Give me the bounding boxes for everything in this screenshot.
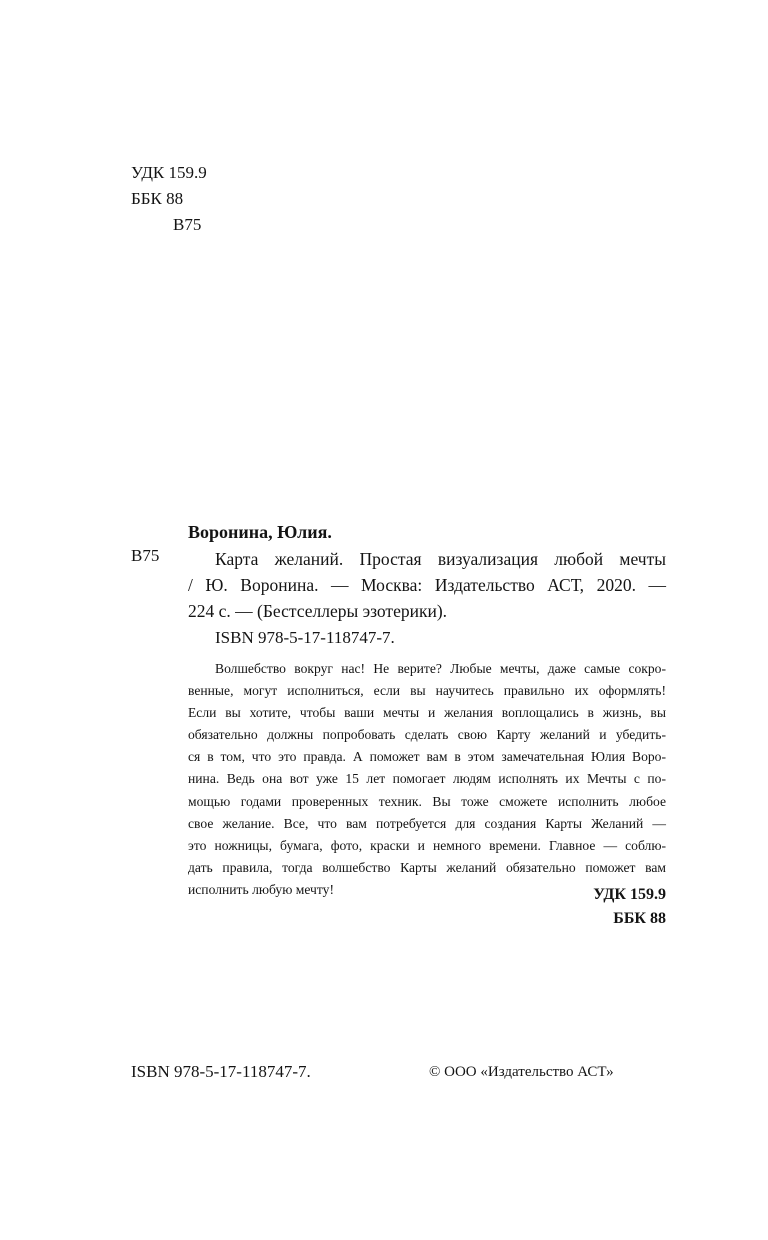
annotation-line: нина. Ведь она вот уже 15 лет помогает людям исполнять их Мечты с по- <box>188 771 666 787</box>
udk-code-top: УДК 159.9 <box>131 163 207 182</box>
annotation-text <box>188 658 666 901</box>
annotation-line: это ножницы, бумага, фото, краски и немного времени. Главное — соблю- <box>188 837 666 853</box>
author-heading: Воронина, Юлия. <box>188 522 332 542</box>
bib-line: / Ю. Воронина. — Москва: Издательство АСТ, 2020. — <box>188 575 666 595</box>
annotation-line: венные, могут исполниться, если вы научитесь правильно их оформлять! <box>188 683 666 699</box>
isbn-footer: ISBN 978-5-17-118747-7. <box>131 1062 311 1081</box>
annotation-line: ся в том, что это правда. А поможет вам в этом замечательная Юлия Воро- <box>188 749 666 765</box>
bib-line: Карта желаний. Простая визуализация любой мечты <box>215 549 666 569</box>
udk-code-bottom: УДК 159.9 <box>593 886 666 903</box>
author-mark-top: В75 <box>173 215 202 234</box>
copyright-notice: © ООО «Издательство АСТ» <box>429 1064 614 1080</box>
annotation-line: мощью годами проверенных техник. Вы тоже сможете исполнить любое <box>188 793 666 809</box>
author-mark-side: В75 <box>131 546 160 565</box>
annotation-line: Волшебство вокруг нас! Не верите? Любые мечты, даже самые сокро- <box>215 661 666 676</box>
annotation-line: исполнить любую мечту! <box>188 881 334 897</box>
annotation-line: свое желание. Все, что вам потребуется для создания Карты Желаний — <box>188 815 666 831</box>
annotation-line: Если вы хотите, чтобы ваши мечты и желания воплощались в жизнь, вы <box>188 705 666 721</box>
bbk-code-bottom: ББК 88 <box>613 910 666 927</box>
annotation-line: дать правила, тогда волшебство Карты желаний обязательно поможет вам <box>188 859 666 875</box>
annotation-line: обязательно должны попробовать сделать свою Карту желаний и убедить- <box>188 727 666 743</box>
isbn-catalog: ISBN 978-5-17-118747-7. <box>215 628 395 647</box>
bib-line: 224 с. — (Бестселлеры эзотерики). <box>188 601 448 621</box>
bbk-code-top: ББК 88 <box>131 189 184 208</box>
bibliographic-description <box>188 546 666 624</box>
